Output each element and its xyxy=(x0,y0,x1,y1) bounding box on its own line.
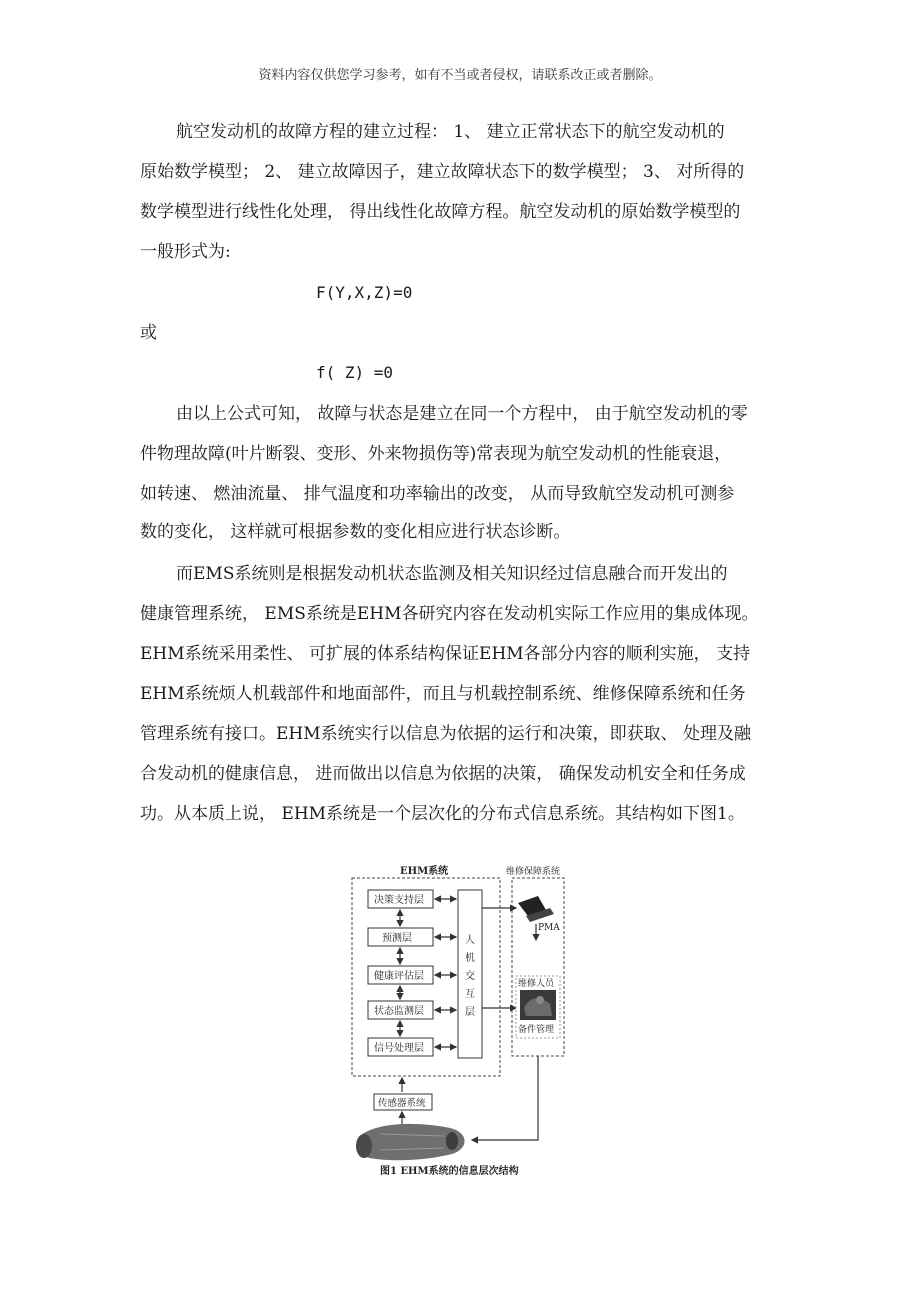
spare-parts-label: 备件管理 xyxy=(518,1025,555,1035)
engine-image xyxy=(356,1124,465,1160)
layer-label-4: 状态监测层 xyxy=(374,1006,424,1017)
layer-label-5: 信号处理层 xyxy=(374,1043,424,1054)
paragraph-2-line-4: 数的变化， 这样就可根据参数的变化相应进行状态诊断。 xyxy=(140,522,571,542)
paragraph-3-line-7: 功。从本质上说， EHM系统是一个层次化的分布式信息系统。其结构如下图1。 xyxy=(140,804,745,824)
layer-box-1 xyxy=(368,890,433,908)
layer-box-5 xyxy=(368,1038,433,1056)
hmi-char-2: 机 xyxy=(465,953,475,964)
hmi-char-3: 交 xyxy=(465,971,475,982)
paragraph-2-line-2: 件物理故障(叶片断裂、变形、外来物损伤等)常表现为航空发动机的性能衰退， xyxy=(140,444,732,464)
maintenance-system-title: 维修保障系统 xyxy=(506,867,561,877)
paragraph-3-line-5: 管理系统有接口。EHM系统实行以信息为依据的运行和决策，即获取、 处理及融 xyxy=(140,724,752,744)
paragraph-3-line-4: EHM系统烦人机载部件和地面部件，而且与机载控制系统、维修保障系统和任务 xyxy=(140,684,746,704)
hmi-char-1: 人 xyxy=(465,935,475,946)
hmi-char-4: 互 xyxy=(465,989,475,1000)
formula-1: F(Y,X,Z)=0 xyxy=(316,283,413,302)
sensor-system-label: 传感器系统 xyxy=(378,1098,426,1109)
or-text: 或 xyxy=(140,323,157,343)
paragraph-1-line-2: 原始数学模型； 2、 建立故障因子，建立故障状态下的数学模型； 3、 对所得的 xyxy=(140,162,745,182)
paragraph-2-line-3: 如转速、 燃油流量、 排气温度和功率输出的改变， 从而导致航空发动机可测参 xyxy=(140,484,735,504)
maintenance-staff-label: 维修人员 xyxy=(518,979,555,989)
ehm-system-title: EHM系统 xyxy=(400,866,449,877)
hmi-connectors xyxy=(435,899,456,1047)
figure-caption: 图1 EHM系统的信息层次结构 xyxy=(380,1166,519,1177)
paragraph-3-line-3: EHM系统采用柔性、 可扩展的体系结构保证EHM各部分内容的顺利实施， 支持 xyxy=(140,644,751,664)
paragraph-3-line-1: 而EMS系统则是根据发动机状态监测及相关知识经过信息融合而开发出的 xyxy=(176,564,728,584)
paragraph-1-line-3: 数学模型进行线性化处理， 得出线性化故障方程。航空发动机的原始数学模型的 xyxy=(140,202,741,222)
layer-box-4 xyxy=(368,1001,433,1019)
layer-label-1: 决策支持层 xyxy=(374,895,424,906)
layer-box-2 xyxy=(368,928,433,946)
paragraph-3-line-2: 健康管理系统， EMS系统是EHM各研究内容在发动机实际工作应用的集成体现。 xyxy=(140,604,759,624)
paragraph-2-line-1: 由以上公式可知， 故障与状态是建立在同一个方程中， 由于航空发动机的零 xyxy=(176,404,748,424)
formula-2: f( Z) =0 xyxy=(316,363,394,382)
maintenance-staff-image xyxy=(520,990,556,1020)
layer-label-2: 预测层 xyxy=(382,933,412,944)
pma-device-image xyxy=(518,896,554,922)
pma-label: PMA xyxy=(538,923,560,933)
paragraph-3-line-6: 合发动机的健康信息， 进而做出以信息为依据的决策， 确保发动机安全和任务成 xyxy=(140,764,746,784)
layer-label-3: 健康评估层 xyxy=(374,971,424,982)
page-header: 资料内容仅供您学习参考，如有不当或者侵权，请联系改正或者删除。 xyxy=(258,68,662,83)
paragraph-1-line-4: 一般形式为: xyxy=(140,242,231,262)
maintenance-connectors xyxy=(482,908,516,1008)
paragraph-1-line-1: 航空发动机的故障方程的建立过程： 1、 建立正常状态下的航空发动机的 xyxy=(176,122,725,142)
hmi-char-5: 层 xyxy=(465,1007,475,1018)
hmi-layer-box xyxy=(458,890,482,1058)
figure-ehm-structure xyxy=(340,858,590,1178)
sensor-system-box xyxy=(374,1094,432,1110)
layer-box-3 xyxy=(368,966,433,984)
feedback-line xyxy=(472,1056,538,1140)
